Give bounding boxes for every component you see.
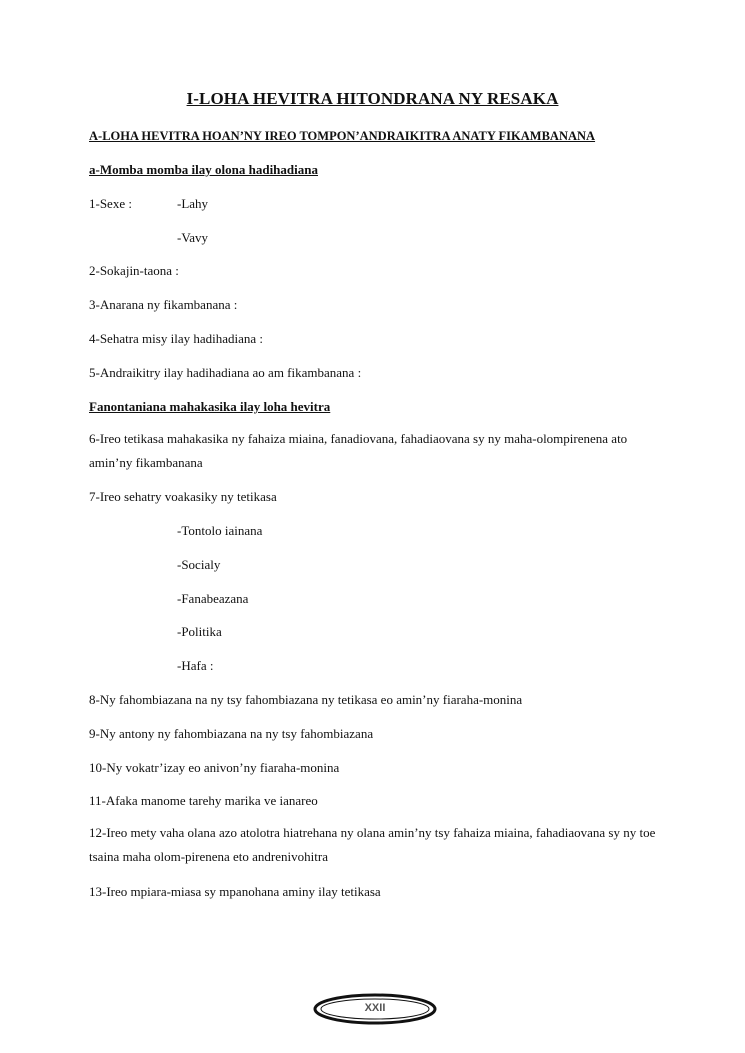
page-title: I-LOHA HEVITRA HITONDRANA NY RESAKA: [186, 89, 559, 108]
page-number-badge: [313, 993, 437, 1025]
option-vavy: -Vavy: [177, 230, 209, 245]
option-lahy: -Lahy: [177, 196, 209, 211]
question-13: 13-Ireo mpiara-miasa sy mpanohana aminy ilay tetikasa: [89, 884, 381, 899]
question-5: 5-Andraikitry ilay hadihadiana ao am fikambanana :: [89, 365, 362, 380]
question-1: [89, 195, 209, 213]
question-2: 2-Sokajin-taona :: [89, 263, 179, 278]
question-11: 11-Afaka manome tarehy marika ve ianareo: [89, 793, 318, 808]
section-heading-a: A-LOHA HEVITRA HOAN’NY IREO TOMPON’ANDRAIKITRA ANATY FIKAMBANANA: [89, 129, 596, 143]
question-1-label: 1-Sexe :: [89, 196, 132, 211]
option-politika: -Politika: [177, 624, 222, 639]
question-4: 4-Sehatra misy ilay hadihadiana :: [89, 331, 264, 346]
option-socialy: -Socialy: [177, 557, 221, 572]
question-6: 6-Ireo tetikasa mahakasika ny fahaiza miaina, fanadiovana, fahadiaovana sy ny maha-olompirenena ato amin’ny fikambanana: [89, 431, 628, 470]
question-8: 8-Ny fahombiazana na ny tsy fahombiazana ny tetikasa eo amin’ny fiaraha-monina: [89, 692, 523, 707]
question-3: 3-Anarana ny fikambanana :: [89, 297, 238, 312]
subsection-heading-topic-questions: Fanontaniana mahakasika ilay loha hevitra: [89, 399, 331, 414]
option-fanabeazana: -Fanabeazana: [177, 591, 249, 606]
subsection-heading-personal-info: a-Momba momba ilay olona hadihadiana: [89, 162, 318, 177]
question-10: 10-Ny vokatr’izay eo anivon’ny fiaraha-monina: [89, 760, 340, 775]
option-hafa: -Hafa :: [177, 658, 214, 673]
page-number: XXII: [364, 1002, 386, 1014]
question-12: 12-Ireo mety vaha olana azo atolotra hiatrehana ny olana amin’ny tsy fahaiza miaina, fahadiaovana sy ny toe tsaina maha olom-pirenena eto andrenivohitra: [89, 825, 656, 864]
option-tontolo-iainana: -Tontolo iainana: [177, 523, 263, 538]
question-9: 9-Ny antony ny fahombiazana na ny tsy fahombiazana: [89, 726, 374, 741]
question-7: 7-Ireo sehatry voakasiky ny tetikasa: [89, 489, 277, 504]
